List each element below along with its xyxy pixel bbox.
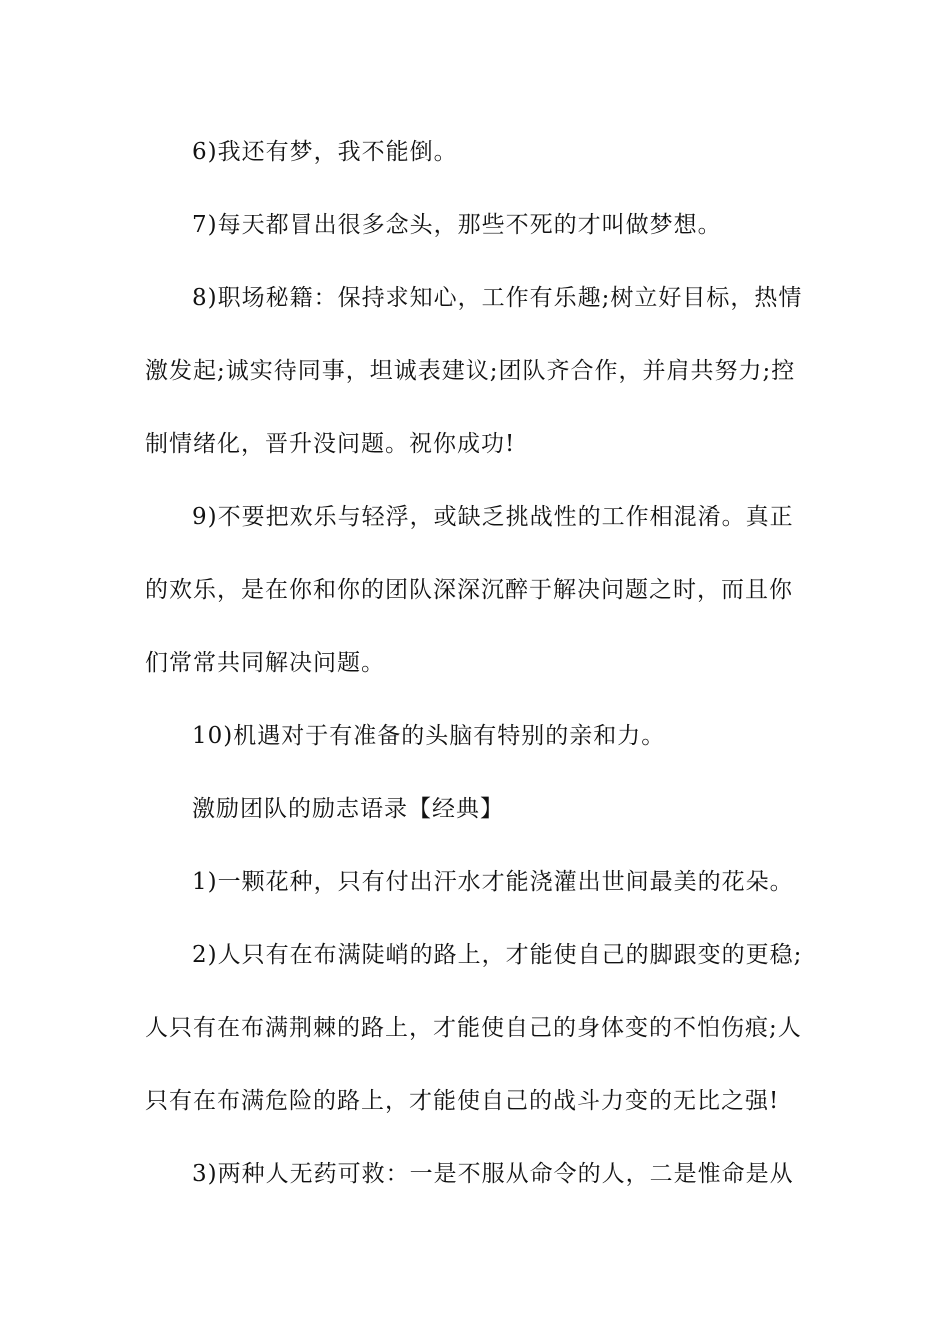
paragraph-line: 2)人只有在布满陡峭的路上，才能使自己的脚跟变的更稳;	[192, 942, 803, 968]
paragraph-line: 3)两种人无药可救：一是不服从命令的人，二是惟命是从	[192, 1161, 794, 1187]
paragraph-line: 1)一颗花种，只有付出汗水才能浇灌出世间最美的花朵。	[192, 869, 794, 895]
paragraph-line: 人只有在布满荆棘的路上，才能使自己的身体变的不怕伤痕;人	[145, 1015, 802, 1041]
paragraph-line: 9)不要把欢乐与轻浮，或缺乏挑战性的工作相混淆。真正	[192, 504, 794, 530]
paragraph-line: 只有在布满危险的路上，才能使自己的战斗力变的无比之强!	[145, 1088, 780, 1114]
paragraph-line: 7)每天都冒出很多念头，那些不死的才叫做梦想。	[192, 212, 722, 238]
paragraph-line: 激发起;诚实待同事，坦诚表建议;团队齐合作，并肩共努力;控	[145, 358, 796, 384]
paragraph-line: 8)职场秘籍：保持求知心，工作有乐趣;树立好目标，热情	[192, 285, 803, 311]
paragraph-line: 制情绪化，晋升没问题。祝你成功!	[145, 431, 516, 457]
paragraph-line: 6)我还有梦，我不能倒。	[192, 139, 458, 165]
section-heading: 激励团队的励志语录【经典】	[192, 796, 504, 822]
paragraph-line: 的欢乐，是在你和你的团队深深沉醉于解决问题之时，而且你	[145, 577, 793, 603]
paragraph-line: 们常常共同解决问题。	[145, 650, 385, 676]
paragraph-line: 10)机遇对于有准备的头脑有特别的亲和力。	[192, 723, 666, 749]
